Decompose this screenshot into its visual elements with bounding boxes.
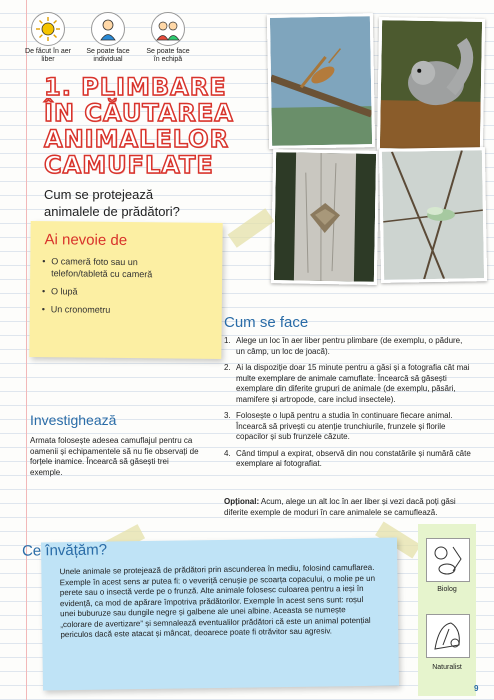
list-item: 3. Folosește o lupă pentru a studia în continuare fiecare animal. Încearcă să privești cu atenție trunchiurile, frunzele și florile copacilor și sub frunzele căzute.: [224, 411, 453, 441]
page-subtitle: Cum se protejează animalele de prădători?: [44, 187, 180, 219]
step-text: Folosește o lupă pentru a studia în continuare fiecare animal. Încearcă să privești cu atenție trunchiurile, frunzele și florile copacilor și sub frunzele căzute.: [236, 411, 453, 441]
career-label: Naturalist: [432, 664, 462, 671]
sun-icon: [31, 12, 65, 46]
list-item: 1. Alege un loc în aer liber pentru plimbare (de exemplu, o pădure, un câmp, un loc de joacă).: [224, 336, 463, 356]
needs-note: [29, 221, 222, 359]
photo-grid: [268, 12, 480, 278]
career-label: Biolog: [437, 586, 457, 593]
learn-text: Unele animale se protejează de prădători prin ascunderea în mediu, folosind camuflarea. Exemple în acest sens ar putea fi: o veveriță cenușie pe scoarța copacului, o molie pe un perete sau o insectă verde pe o frunză. Alte animale folosesc culoarea pentru a ieși în evidență, ca mod de apărare împotriva prădătorilor. Exemple în acest sens sunt: roșul unei buburuze sau dungile negre și galbene ale unei albine. Aceasta se numește „colorare de avertizare” și semnalează eventualilor prădători că este un animal potențial periculos dacă este atacat și mâncat, deoarece poate fi otrăvitor sau agresiv.: [59, 562, 376, 640]
learn-title: Ce învățăm?: [21, 541, 108, 560]
individual-activity: [84, 12, 132, 64]
biologist-icon: [426, 538, 470, 582]
step-text: Ai la dispoziție doar 15 minute pentru a găsi și a fotografia cât mai multe exemplare de animale camuflate. Încearcă să găsești exemplare din diferite grupuri de animale (de exemplu, păsări, mamifere și artropode, care includ insectele).: [236, 363, 470, 404]
list-item: • O lupă: [42, 285, 192, 299]
team-activity: [144, 12, 192, 64]
page-number: 9: [474, 684, 479, 693]
needs-list: [42, 255, 193, 323]
page-title: 1. PLIMBARE ÎN CĂUTAREA ANIMALELOR CAMUFLATE: [44, 73, 234, 179]
icon-caption: De făcut în aer liber: [25, 48, 71, 63]
photo-squirrel: [377, 17, 485, 153]
optional-note: [224, 497, 472, 518]
photo-moth-on-bark: [271, 149, 379, 285]
icon-caption: Se poate face individual: [86, 48, 130, 63]
career-cards: [418, 524, 479, 696]
photo-insect-on-branch: [267, 13, 375, 149]
photo-green-insect: [379, 147, 487, 283]
howto-title: Cum se face: [224, 314, 309, 331]
optional-label: Opțional:: [224, 497, 260, 506]
list-item: • Un cronometru: [42, 303, 192, 317]
naturalist-icon: [426, 614, 470, 658]
investigate-title: Investighează: [30, 412, 117, 428]
icon-caption: Se poate face în echipă: [146, 48, 190, 63]
step-text: Alege un loc în aer liber pentru plimbare (de exemplu, o pădure, un câmp, un loc de joacă).: [236, 336, 463, 356]
list-item: 4. Când timpul a expirat, observă din nou constatările și numără câte exemplare ai fotografiat.: [224, 448, 471, 468]
group-icon: [151, 12, 185, 46]
outdoor-activity: [24, 12, 72, 64]
needs-title: Ai nevoie de: [44, 231, 128, 250]
list-item: 2. Ai la dispoziție doar 15 minute pentru a găsi și a fotografia cât mai multe exemplare de animale camuflate. Încearcă să găsești exemplare din diferite grupuri de animale (de exemplu, păsări, mamifere și artropode, care includ insectele).: [224, 363, 470, 404]
person-icon: [91, 12, 125, 46]
investigate-text: Armata folosește adesea camuflajul pentru ca oamenii și echipamentele să nu fie observați de forțele inamice. Încearcă să găsești trei exemple.: [30, 436, 199, 477]
list-item: • O cameră foto sau un telefon/tabletă cu cameră: [42, 255, 192, 281]
step-text: Când timpul a expirat, observă din nou constatările și numără câte exemplare ai fotografiat.: [236, 448, 471, 468]
howto-steps: [224, 336, 472, 476]
optional-text: Acum, alege un alt loc în aer liber și vezi dacă poți găsi diferite exemple de moduri în care animalele se camuflează.: [224, 497, 456, 517]
